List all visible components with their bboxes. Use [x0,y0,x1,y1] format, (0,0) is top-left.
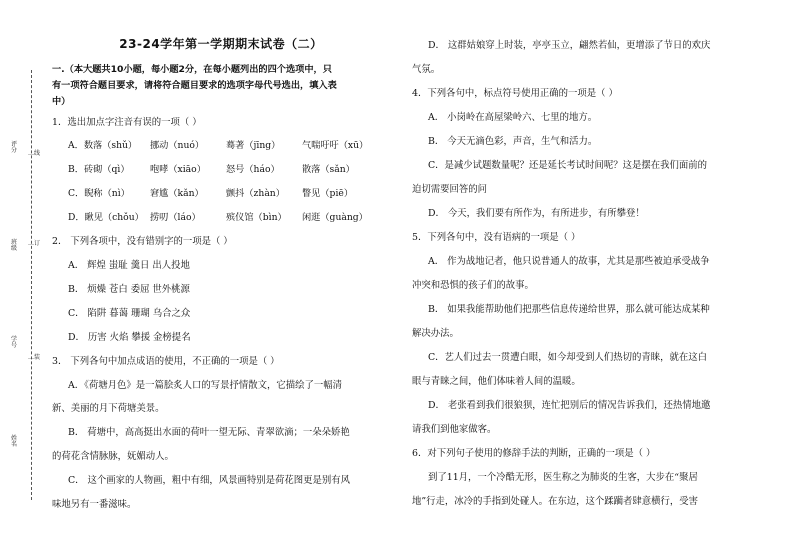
question-5-option-d: D． 老张看到我们很狼狈，连忙把别后的情况告诉我们，还热情地邀 [428,400,711,411]
student-id-label: 学号 [10,336,17,349]
question-1-stem: 1．选出加点字注音有误的一项（ ） [52,117,202,128]
option-item: C．睨称（nì） [68,188,130,199]
right-column [412,0,782,560]
question-4-option-b: B． 今天无滴色彩，声音，生气和活力。 [428,136,598,147]
line-mark: …线 [28,150,41,157]
section-header-line: 一.（本大题共10小题，每小题2分，在每小题列出的四个选项中，只 [52,64,332,75]
question-1-options-d [68,212,368,224]
question-2-option-c: C． 陷阱 暮蔼 珊瑚 乌合之众 [68,308,191,319]
question-3-option-d-cont: 气氛。 [412,64,441,75]
option-item: 气喘吁吁（xū） [302,140,369,151]
question-3-option-d: D． 这群姑娘穿上时装，亭亭玉立，翩然若仙，更增添了节日的欢庆 [428,40,711,51]
question-3-option-a-cont: 新、美丽的月下荷塘美景。 [52,403,165,414]
binding-margin [0,0,60,560]
question-4-stem: 4．下列各句中，标点符号使用正确的一项是（ ） [412,88,618,99]
question-4-option-d: D． 今天，我们要有所作为，有所进步，有所攀登！ [428,208,645,219]
question-1-options-b [68,164,355,176]
question-3-option-c-cont: 味地另有一番滋味。 [52,499,137,510]
option-item: 怒号（háo） [226,164,280,175]
question-4-option-c: C．是减少试题数量呢？还是延长考试时间呢？这是摆在我们面前的 [428,160,708,171]
left-column [52,0,390,560]
question-1-options-a [68,140,368,152]
question-3-option-b-cont: 的荷花含情脉脉，妩媚动人。 [52,451,174,462]
question-4-option-a: A． 小岗岭在高屋梁岭六、七里的地方。 [428,112,598,123]
question-5-option-c-cont: 眼与青睐之间，他们体味着人间的温暖。 [412,376,581,387]
option-item: 蓦著（jīng） [226,140,281,151]
option-item: D．瞅见（chǒu） [68,212,144,223]
class-label: 班级 [10,239,17,252]
option-item: 殡仪馆（bìn） [226,212,287,223]
question-5-stem: 5．下列各句中，没有语病的一项是（ ） [412,232,581,243]
page-title: 23-24学年第一学期期末试卷（二） [119,37,323,51]
question-6-passage-cont: 地”行走，冰冷的手指到处碰人。在东边，这个蹂躏者肆意横行，受害 [412,496,699,507]
name-label: 姓名 [10,435,17,448]
option-item: B．砖砌（qì） [68,164,130,175]
bind-mark: …装 [28,354,41,361]
option-item: 咆哮（xiāo） [150,164,206,175]
question-2-option-d: D． 历害 火焰 攀援 金榜提名 [68,332,191,343]
question-2-stem: 2． 下列各项中，没有错别字的一项是（ ） [52,236,233,247]
question-4-option-c-cont: 迫切需要回答的问 [412,184,488,195]
question-5-option-d-cont: 请我们到他家做客。 [412,424,497,435]
option-item: 挪动（nuó） [150,140,205,151]
option-item: 颤抖（zhàn） [226,188,285,199]
question-3-stem: 3． 下列各句中加点成语的使用，不正确的一项是（ ） [52,356,280,367]
option-item: 捞叨（láo） [150,212,201,223]
question-2-option-a: A． 辉煌 蚩耻 羹日 出人投地 [68,260,190,271]
seal-mark: …订 [28,240,41,247]
section-header-line: 中） [52,96,71,107]
option-item: 散落（sǎn） [302,164,355,175]
question-5-option-a: A． 作为战地记者，他只说普通人的故事，尤其是那些被迫承受战争 [428,256,710,267]
option-item: A．数落（shǔ） [68,140,138,151]
option-item: 瞥见（piē） [302,188,354,199]
question-5-option-a-cont: 冲突和恐惧的孩子们的故事。 [412,280,534,291]
question-5-option-c: C．艺人们过去一贯遭白眼，如今却受到人们热切的青睐，就在这白 [428,352,708,363]
question-1-options-c [68,188,353,200]
section-header-line: 有一项符合题目要求，请将符合题目要求的选项字母代号选出，填入表 [52,80,337,91]
option-item: 窘尴（kǎn） [150,188,204,199]
question-2-option-b: B． 烦燥 苍白 委屈 世外桃源 [68,284,190,295]
question-6-passage: 到了11月，一个冷酷无形，医生称之为肺炎的生客，大步在“聚居 [428,472,698,483]
question-6-stem: 6．对下列句子使用的修辞手法的判断，正确的一项是（ ） [412,448,656,459]
score-label: 评分 [10,141,17,154]
question-3-option-b: B． 荷塘中，高高挺出水面的荷叶一望无际、青翠欲滴；一朵朵娇艳 [68,427,350,438]
option-item: 闲逛（guàng） [302,212,368,223]
question-5-option-b-cont: 解决办法。 [412,328,459,339]
question-3-option-a: A．《荷塘月色》是一篇脍炙人口的写景抒情散文，它描绘了一幅清 [68,380,342,391]
binding-dashed-line [31,70,32,500]
question-5-option-b: B． 如果我能帮助他们把那些信息传递给世界，那么就可能达成某种 [428,304,710,315]
question-3-option-c: C． 这个画家的人物画，粗中有细，风景画特别是荷花图更是别有风 [68,475,351,486]
